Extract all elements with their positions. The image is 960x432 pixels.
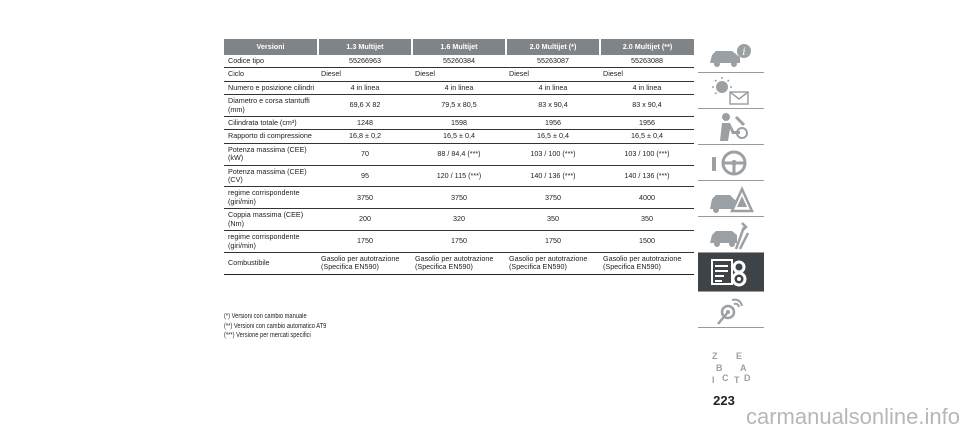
row-value: 200 (318, 209, 412, 231)
table-row (224, 117, 694, 130)
row-value: 3750 (412, 187, 506, 209)
svg-text:E: E (736, 351, 743, 361)
engine-spec-table (224, 39, 694, 275)
svg-text:i: i (742, 47, 746, 58)
row-value: 16,5 ± 0,4 (412, 130, 506, 143)
car-info-icon (706, 39, 756, 71)
row-label: Rapporto di compressione (224, 130, 318, 143)
row-value: 16,8 ± 0,2 (318, 130, 412, 143)
row-value: Diesel (318, 68, 412, 81)
row-value: 140 / 136 (***) (506, 165, 600, 187)
svg-text:Z: Z (712, 351, 718, 361)
row-value: Gasolio per autotrazione (Specifica EN590) (412, 252, 506, 274)
table-row (224, 252, 694, 274)
table-row (224, 81, 694, 94)
table-row (224, 165, 694, 187)
svg-text:B: B (716, 363, 723, 373)
header-1-3-multijet: 1.3 Multijet (318, 39, 412, 55)
car-maintenance-icon (706, 219, 756, 251)
row-value: Diesel (600, 68, 694, 81)
row-label: Potenza massima (CEE) (kW) (224, 143, 318, 165)
row-value: 4 in linea (318, 81, 412, 94)
svg-text:C: C (722, 373, 729, 383)
sidebar-item-dashboard[interactable] (698, 73, 764, 109)
row-value: 3750 (318, 187, 412, 209)
row-value: 1956 (506, 117, 600, 130)
row-value: Diesel (506, 68, 600, 81)
row-value: 4 in linea (412, 81, 506, 94)
sidebar-item-driving[interactable] (698, 145, 764, 181)
table-row (224, 68, 694, 81)
row-label: Potenza massima (CEE) (CV) (224, 165, 318, 187)
row-value: 1248 (318, 117, 412, 130)
steering-wheel-icon (706, 147, 756, 179)
row-value: 55260384 (412, 55, 506, 68)
row-value: 79,5 x 80,5 (412, 95, 506, 117)
row-value: Diesel (412, 68, 506, 81)
row-value: 1956 (600, 117, 694, 130)
technical-data-icon (706, 255, 756, 289)
row-label: Coppia massima (CEE) (Nm) (224, 209, 318, 231)
row-label: Diametro e corsa stantuffi (mm) (224, 95, 318, 117)
watermark: carmanualsonline.info (745, 404, 960, 429)
row-value: 69,6 X 82 (318, 95, 412, 117)
row-label: Numero e posizione cilindri (224, 81, 318, 94)
row-value: 83 x 90,4 (600, 95, 694, 117)
row-value: 1750 (318, 231, 412, 253)
row-label: Cilindrata totale (cm³) (224, 117, 318, 130)
header-2-0-multijet-auto: 2.0 Multijet (**) (600, 39, 694, 55)
row-value: 4000 (600, 187, 694, 209)
table-row (224, 55, 694, 68)
svg-text:D: D (744, 373, 751, 383)
header-2-0-multijet-manual: 2.0 Multijet (*) (506, 39, 600, 55)
row-value: 16,5 ± 0,4 (600, 130, 694, 143)
row-label: Combustibile (224, 252, 318, 274)
row-value: 55263088 (600, 55, 694, 68)
sidebar-item-multimedia[interactable] (698, 292, 764, 328)
footnotes (224, 312, 470, 341)
row-value: 140 / 136 (***) (600, 165, 694, 187)
sidebar-item-index[interactable] (698, 348, 764, 384)
header-versioni: Versioni (224, 39, 318, 55)
row-value: 350 (506, 209, 600, 231)
table-row (224, 95, 694, 117)
row-value: 55263087 (506, 55, 600, 68)
row-value: 4 in linea (506, 81, 600, 94)
row-value: Gasolio per autotrazione (Specifica EN590) (506, 252, 600, 274)
sidebar-item-technical-data[interactable] (698, 253, 764, 292)
multimedia-icon (706, 294, 756, 328)
row-label: regime corrispondente (giri/min) (224, 187, 318, 209)
row-value: Gasolio per autotrazione (Specifica EN590) (318, 252, 412, 274)
sidebar-item-maintenance[interactable] (698, 217, 764, 253)
row-value: 83 x 90,4 (506, 95, 600, 117)
row-value: 350 (600, 209, 694, 231)
row-value: 103 / 100 (***) (506, 143, 600, 165)
sidebar-item-car-info[interactable] (698, 37, 764, 73)
svg-text:A: A (740, 363, 747, 373)
alphabetical-index-icon (706, 350, 756, 386)
row-value: 1598 (412, 117, 506, 130)
row-value: Gasolio per autotrazione (Specifica EN590) (600, 252, 694, 274)
row-value: 3750 (506, 187, 600, 209)
table-row (224, 209, 694, 231)
table-header-row (224, 39, 694, 55)
row-label: regime corrispondente (giri/min) (224, 231, 318, 253)
table-row (224, 187, 694, 209)
safety-person-icon (706, 111, 756, 143)
footnote-automatic: (**) Versioni con cambio automatico AT9 (224, 322, 327, 330)
page-number: 223 (713, 393, 735, 408)
header-1-6-multijet: 1.6 Multijet (412, 39, 506, 55)
row-value: 120 / 115 (***) (412, 165, 506, 187)
row-value: 103 / 100 (***) (600, 143, 694, 165)
row-value: 1500 (600, 231, 694, 253)
sidebar-item-safety[interactable] (698, 109, 764, 145)
row-value: 1750 (412, 231, 506, 253)
table-row (224, 231, 694, 253)
row-value: 320 (412, 209, 506, 231)
row-value: 4 in linea (600, 81, 694, 94)
row-value: 70 (318, 143, 412, 165)
row-value: 95 (318, 165, 412, 187)
svg-text:I: I (712, 375, 715, 385)
table-row (224, 143, 694, 165)
chapter-sidebar (698, 37, 764, 384)
svg-text:T: T (734, 375, 740, 385)
row-value: 55266963 (318, 55, 412, 68)
row-value: 1750 (506, 231, 600, 253)
footnote-specific-markets: (***) Versione per mercati specifici (224, 332, 311, 339)
row-label: Ciclo (224, 68, 318, 81)
row-value: 16,5 ± 0,4 (506, 130, 600, 143)
breakdown-warning-icon (706, 183, 756, 215)
sidebar-item-emergency[interactable] (698, 181, 764, 217)
table-row (224, 130, 694, 143)
dashboard-lights-icon (706, 75, 756, 107)
row-label: Codice tipo (224, 55, 318, 68)
row-value: 88 / 84,4 (***) (412, 143, 506, 165)
footnote-manual: (*) Versioni con cambio manuale (224, 313, 307, 320)
